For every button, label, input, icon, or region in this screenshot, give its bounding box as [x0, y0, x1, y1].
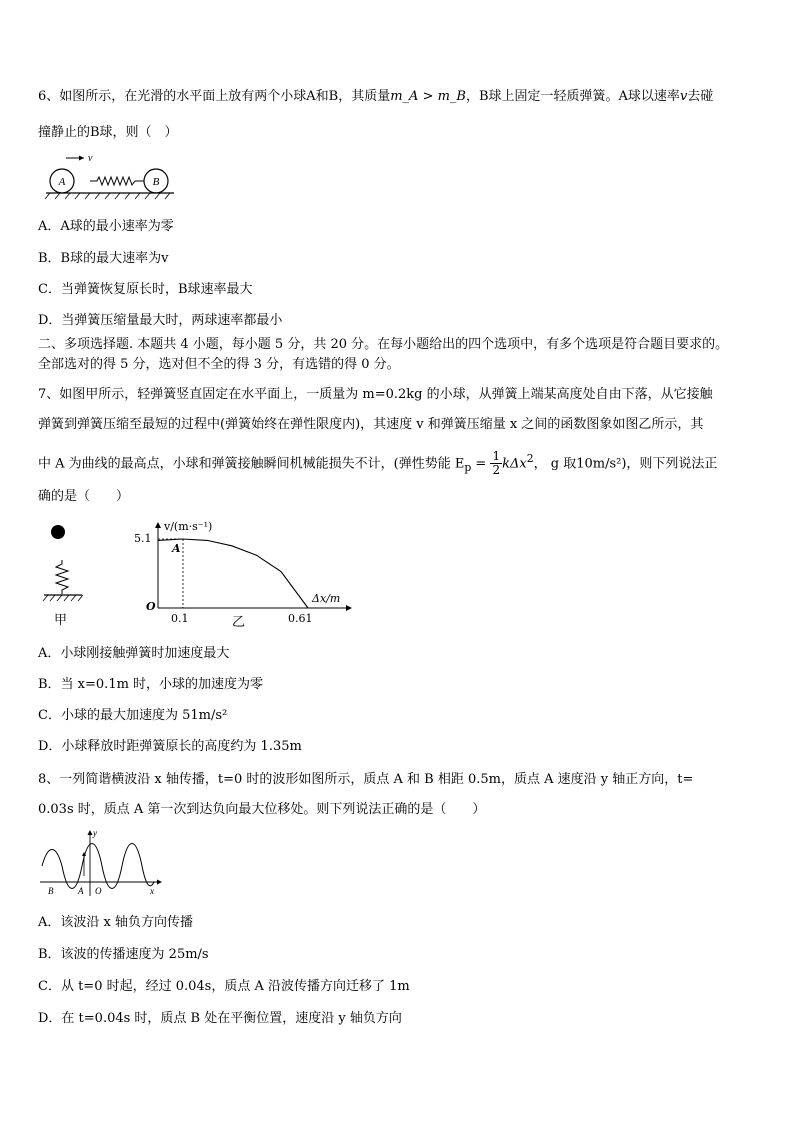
q6-stem-line1: [38, 88, 764, 106]
q8-point-a-label: A: [78, 886, 84, 896]
q7-superscript: 2: [526, 452, 534, 465]
q8-line1: 8、一列简谐横波沿 x 轴传播，t=0 时的波形如图所示，质点 A 和 B 相距 0.5m，质点 A 速度沿 y 轴正方向，t=: [38, 772, 694, 787]
q7-ep-subscript: p: [464, 460, 472, 474]
q7-x-tick-label-1: 0.1: [171, 612, 189, 625]
q7-x-axis-arrow: [346, 605, 352, 611]
q7-line3: [38, 450, 764, 477]
section2-line2: 全部选对的得 5 分，选对但不全的得 3 分，有选错的得 0 分。: [38, 357, 400, 372]
q7-peak-label: A: [172, 542, 181, 555]
q8-y-axis-arrow: [88, 830, 93, 835]
q7-y-tick-label: 5.1: [134, 532, 152, 545]
q7-line3-part-b: kΔx: [502, 456, 527, 472]
q6-var-v: v: [679, 89, 688, 104]
q6-ground: [45, 193, 174, 199]
q8-option-d: D．在 t=0.04s 时，质点 B 处在平衡位置，速度沿 y 轴负方向: [38, 1011, 402, 1026]
q8-y-label: y: [93, 828, 97, 838]
q6-ball-a-label: A: [58, 176, 66, 188]
q7-vertical-spring: [56, 560, 68, 594]
q6-spring: [90, 177, 144, 185]
q6-mass-relation: m_A > m_B: [390, 89, 466, 104]
q6-stem-line2: 撞静止的B球，则（ ）: [38, 125, 178, 140]
section2-line1: 二、多项选择题. 本题共 4 小题，每小题 5 分，共 20 分。在每小题给出的四个选项中，有多个选项是符合题目要求的。: [38, 337, 729, 352]
q7-frac-num: 1: [492, 449, 501, 464]
q7-equals: =: [471, 456, 491, 472]
q7-line4: 确的是（ ）: [38, 489, 130, 504]
q6-stem-part-a: 6、如图所示，在光滑的水平面上放有两个小球A和B，其质量: [38, 89, 391, 104]
q7-figure-jia-label: 甲: [54, 613, 68, 628]
q6-option-a: A．A球的最小速率为零: [38, 219, 174, 234]
q8-origin-label: O: [95, 886, 102, 896]
q8-x-label: x: [150, 886, 154, 896]
q6-arrow-label: v: [88, 153, 93, 164]
q7-figure-jia: [38, 520, 98, 640]
q7-option-a: A．小球刚接触弹簧时加速度最大: [38, 646, 230, 661]
q6-option-d: D．当弹簧压缩量最大时，两球速率都最小: [38, 313, 283, 328]
q8-line2: 0.03s 时，质点 A 第一次到达负向最大位移处。则下列说法正确的是（ ）: [38, 802, 486, 817]
q7-option-b: B．当 x=0.1m 时，小球的加速度为零: [38, 677, 264, 692]
q7-option-c: C．小球的最大加速度为 51m/s²: [38, 708, 228, 723]
q6-stem-part-c: 去碰: [687, 89, 714, 104]
q7-fraction: [490, 450, 502, 477]
q7-falling-ball: [51, 525, 65, 539]
q8-option-c: C．从 t=0 时起，经过 0.04s，质点 A 沿波传播方向迁移了 1m: [38, 979, 410, 994]
q8-option-b: B．该波的传播速度为 25m/s: [38, 947, 209, 962]
q7-x-axis-label: Δx/m: [312, 592, 341, 605]
q7-line1: 7、如图甲所示，轻弹簧竖直固定在水平面上，一质量为 m=0.2kg 的小球，从弹簧上端某高度处自由下落，从它接触: [38, 387, 713, 402]
q7-y-axis-arrow: [155, 522, 161, 528]
q7-chart-caption: 乙: [232, 615, 246, 630]
q7-option-d: D．小球释放时距弹簧原长的高度约为 1.35m: [38, 739, 302, 754]
q7-x-tick-label-2: 0.61: [288, 612, 313, 625]
q7-line2: 弹簧到弹簧压缩至最短的过程中(弹簧始终在弹性限度内)，其速度 v 和弹簧压缩量 x 之间的函数图象如图乙所示，其: [38, 417, 704, 432]
q6-stem-part-b: ，B球上固定一轻质弹簧。A球以速率: [465, 89, 680, 104]
q6-ball-b-label: B: [152, 176, 160, 188]
q6-option-c: C．当弹簧恢复原长时，B球速率最大: [38, 282, 253, 297]
q7-frac-den: 2: [492, 463, 501, 478]
q6-figure-balls-spring: [40, 150, 180, 200]
q8-x-axis-arrow: [157, 880, 162, 885]
q6-arrow-head: [79, 156, 84, 161]
q8-option-a: A．该波沿 x 轴负方向传播: [38, 915, 193, 930]
q7-line3-part-c: ， g 取10m/s²)，则下列说法正: [533, 456, 718, 472]
q6-option-b: B．B球的最大速率为v: [38, 251, 169, 266]
q8-point-b-label: B: [48, 886, 54, 896]
q8-wave-figure: [38, 826, 168, 898]
q7-y-axis-label: v/(m·s⁻¹): [164, 520, 213, 533]
q7-line3-part-a: 中 A 为曲线的最高点，小球和弹簧接触瞬间机械能损失不计，(弹性势能 E: [38, 456, 465, 472]
q7-origin-label: O: [146, 600, 156, 613]
